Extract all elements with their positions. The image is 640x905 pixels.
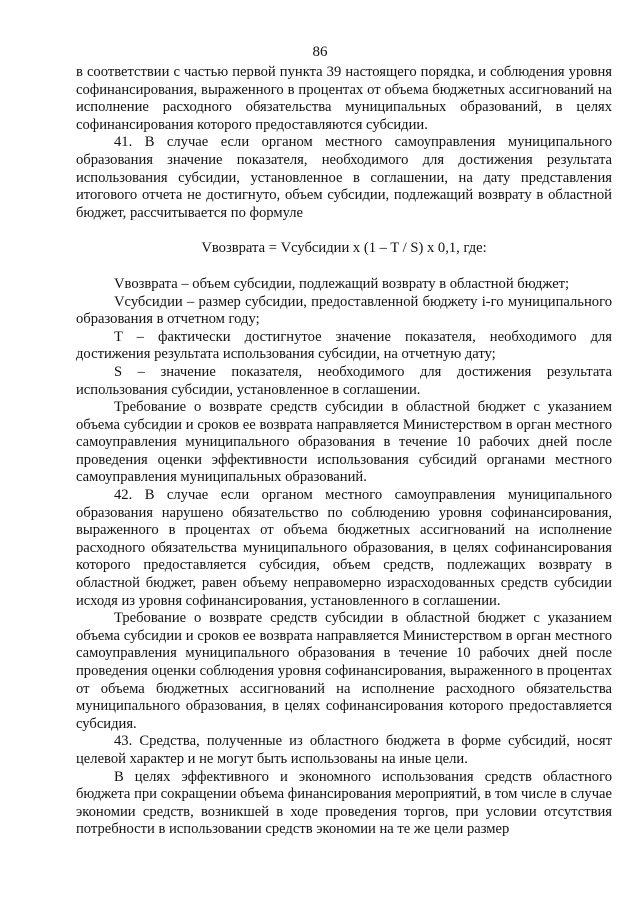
page-number: 86: [312, 44, 328, 60]
paragraph-41: 41. В случае если органом местного самоуправления муниципального образования значение показателя, необходимого для достижения результата использования субсидии, установленное в соглашении, на дату представления итогового отчета не достигнуто, объем субсидии, подлежащий возврату в областной бюджет, рассчитывается по формуле: [76, 134, 612, 221]
paragraph-43: 43. Средства, полученные из областного бюджета в форме субсидий, носят целевой характер и не могут быть использованы на иные цели.: [76, 733, 612, 767]
definition-vsubsidy: Vсубсидии – размер субсидии, предоставленной бюджету i-го муниципального образования в отчетном году;: [76, 293, 612, 328]
paragraph-continuation: в соответствии с частью первой пункта 39 настоящего порядка, и соблюдения уровня софинансирования, выраженного в процентах от объема бюджетных ассигнований на исполнение расходного обязательства муниципальных образований, в целях софинансирования которого предоставляются субсидии.: [76, 64, 612, 133]
document-body: [76, 64, 612, 839]
definition-s: S – значение показателя, необходимого для достижения результата использования субсидии, установленное в соглашении.: [76, 363, 612, 398]
definition-vreturn: Vвозврата – объем субсидии, подлежащий возврату в областной бюджет;: [114, 275, 570, 292]
paragraph-42: 42. В случае если органом местного самоуправления муниципального образования нарушено обязательство по соблюдению уровня софинансирования, выраженного в процентах от объема бюджетных ассигнований на исполнение расходного обязательства муниципального образования, в целях софинансирования которого предоставляется субсидия, объем средств, подлежащих возврату в областной бюджет, равен объему неправомерно израсходованных средств субсидии исходя из уровня софинансирования, установленного в соглашении.: [76, 487, 612, 609]
paragraph-requirement-2: Требование о возврате средств субсидии в областной бюджет с указанием объема субсидии и сроков ее возврата направляется Министерством в орган местного самоуправления муниципального образования в течение 10 рабочих дней после проведения оценки соблюдения уровня софинансирования, выраженного в процентах от объема бюджетных ассигнований на исполнение расходного обязательства муниципального образования, в целях софинансирования которого предоставляется субсидия.: [76, 610, 612, 732]
definition-t: T – фактически достигнутое значение показателя, необходимого для достижения результата использования субсидии, на отчетную дату;: [76, 328, 612, 363]
paragraph-requirement-1: Требование о возврате средств субсидии в областной бюджет с указанием объема субсидии и сроков ее возврата направляется Министерством в орган местного самоуправления муниципального образования в течение 10 рабочих дней после проведения оценки эффективности использования субсидий органами местного самоуправления муниципальных образований.: [76, 399, 612, 486]
formula: Vвозврата = Vсубсидии x (1 – T / S) x 0,1, где:: [201, 240, 487, 257]
paragraph-efficiency: В целях эффективного и экономного использования средств областного бюджета при сокращении объема финансирования мероприятий, в том числе в случае экономии средств, возникшей в ходе проведения торгов, при условии отсутствия потребности в использовании средств экономии на те же цели размер: [76, 768, 612, 838]
